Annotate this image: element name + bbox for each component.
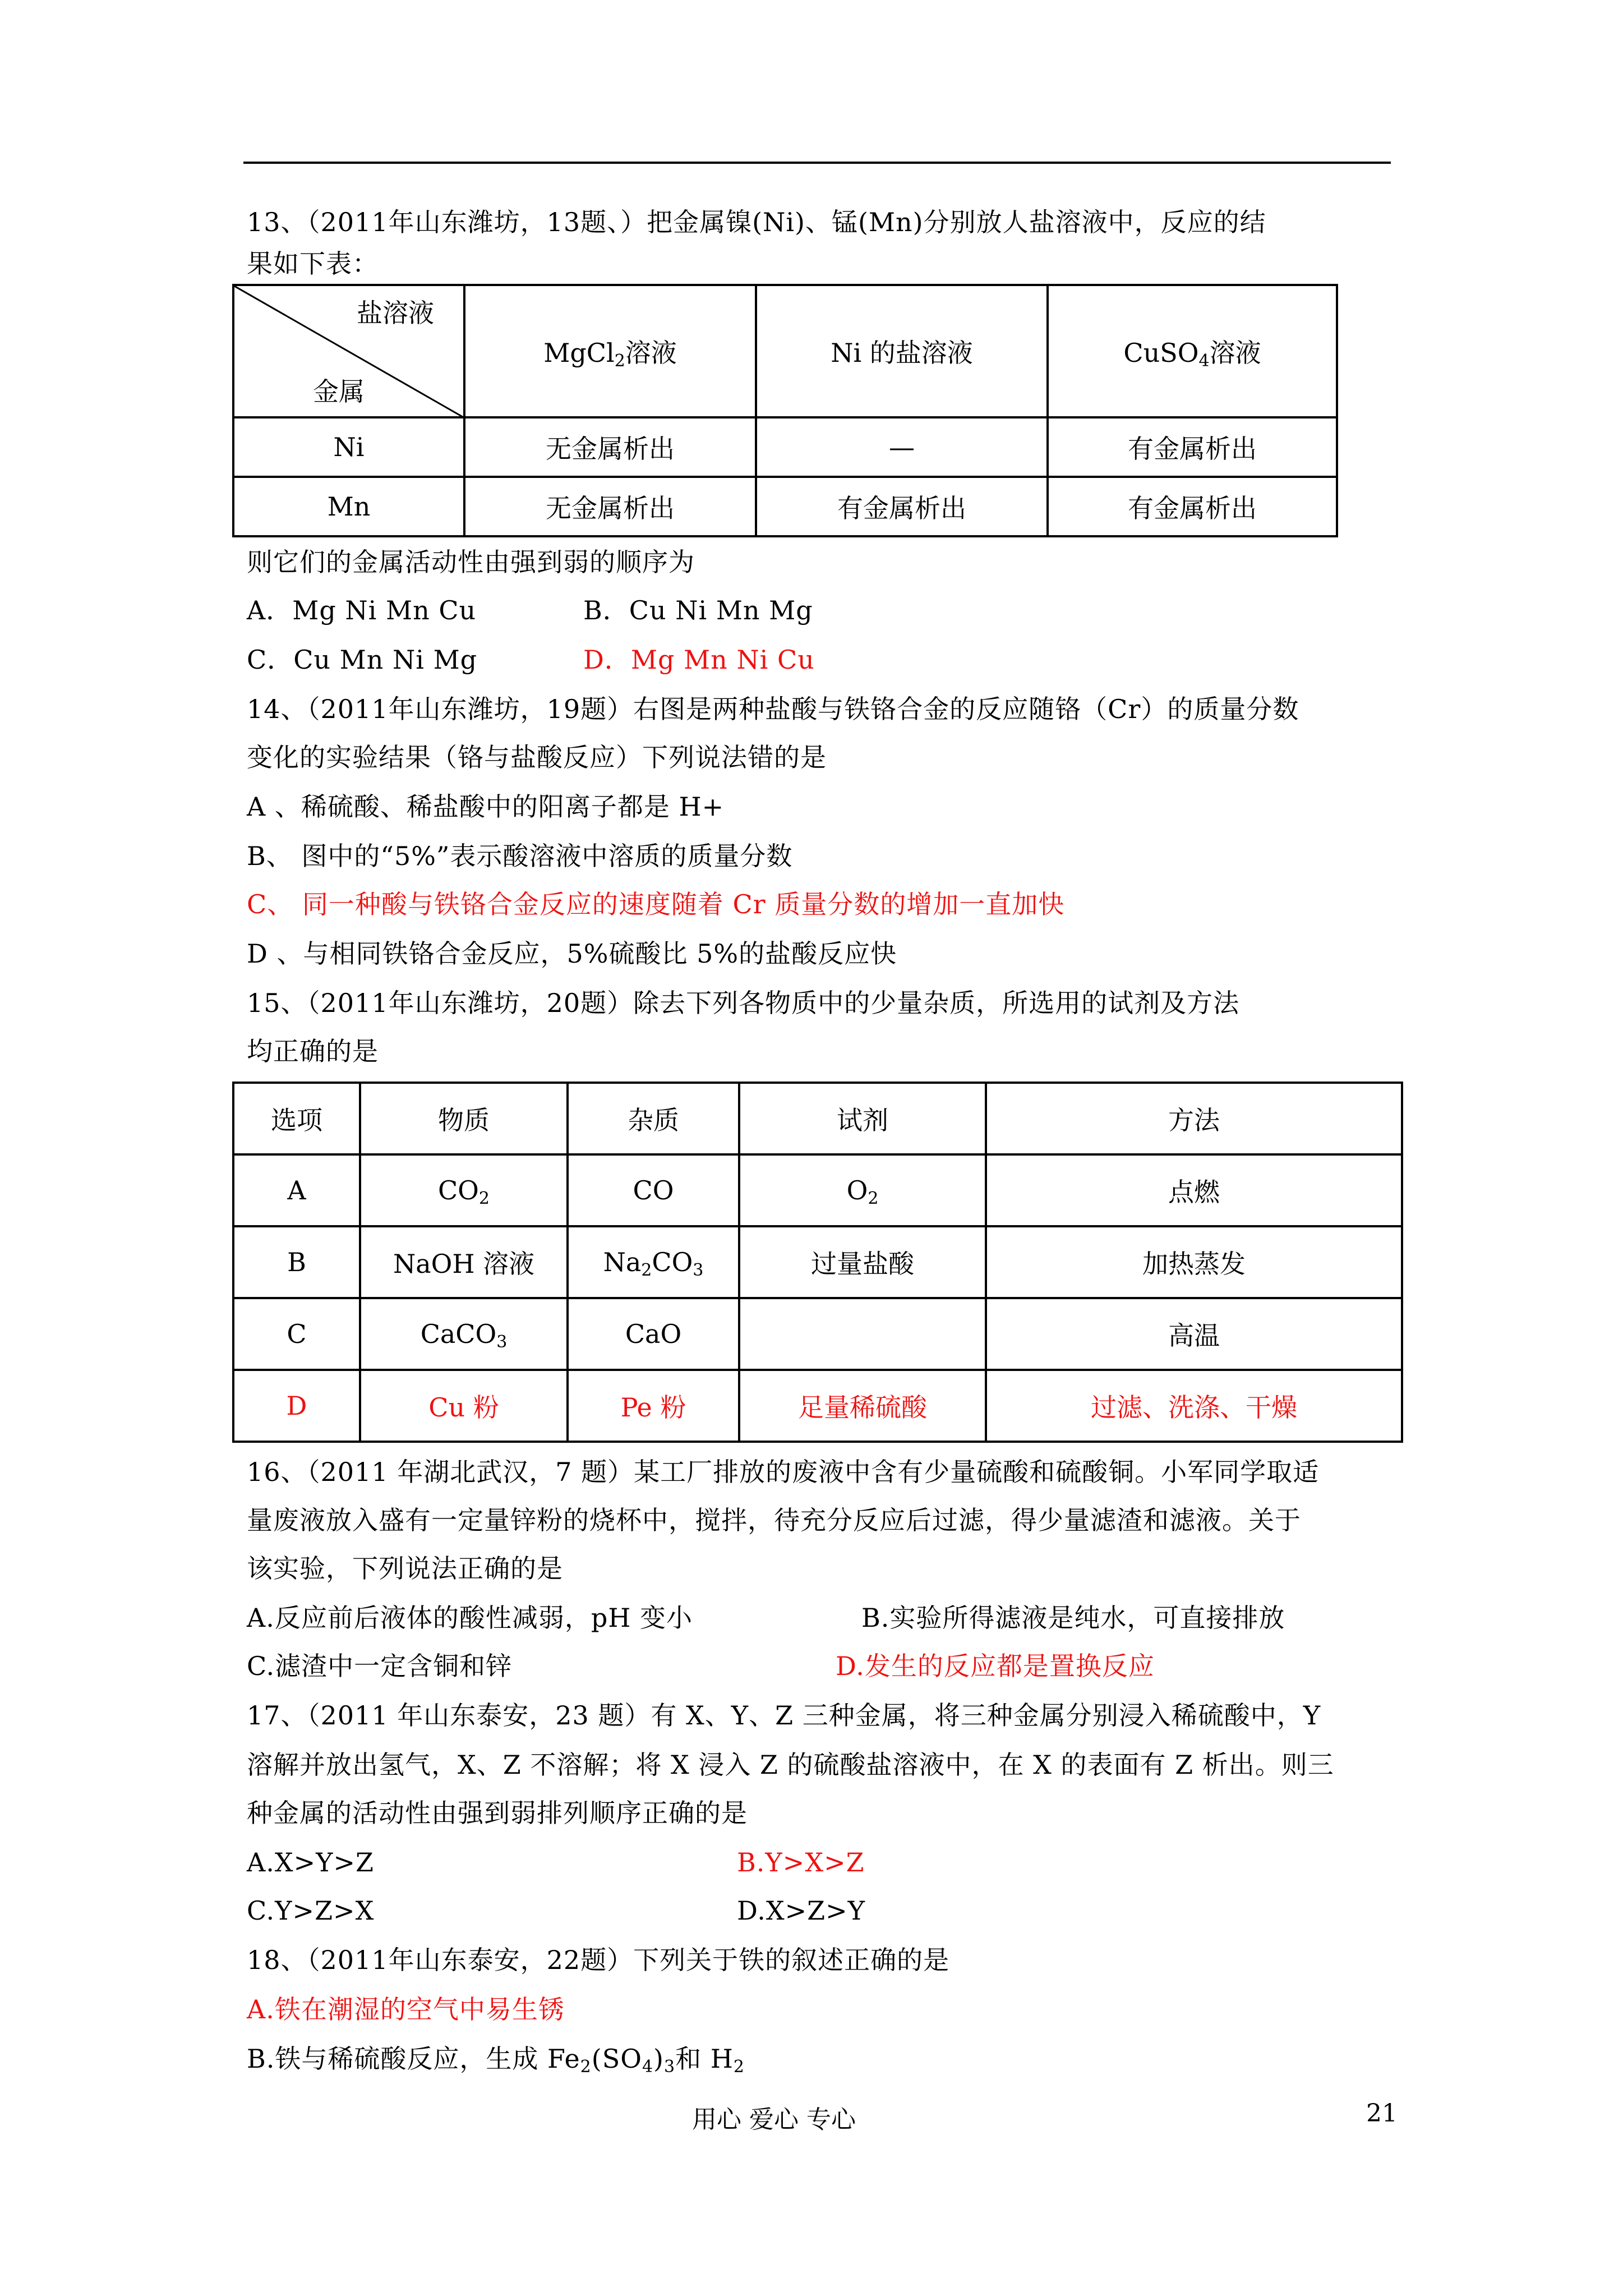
header-mgcl2: MgCl$_2$溶液 bbox=[464, 285, 756, 417]
corner-label-solution: 盐溶液 bbox=[357, 298, 434, 328]
table-cell: 无金属析出 bbox=[464, 477, 756, 536]
q16-line2: 量废液放入盛有一定量锌粉的烧杯中，搅拌，待充分反应后过滤，得少量滤渣和滤液。关于 bbox=[247, 1505, 1301, 1535]
q18-line1: 18、（2011年山东泰安，22题）下列关于铁的叙述正确的是 bbox=[247, 1945, 950, 1975]
q17-option-d: D.X>Z>Y bbox=[737, 1895, 866, 1926]
table-row-answer bbox=[233, 1370, 1402, 1442]
q14-option-a: A 、稀硫酸、稀盐酸中的阳离子都是 H+ bbox=[247, 792, 725, 822]
table-cell: $Na_2CO_3$ bbox=[568, 1226, 739, 1298]
q14-line2: 变化的实验结果（铬与盐酸反应）下列说法错的是 bbox=[247, 742, 827, 772]
table-cell: 加热蒸发 bbox=[986, 1226, 1402, 1298]
table-corner-cell bbox=[233, 285, 464, 417]
header-option: 选项 bbox=[233, 1083, 360, 1154]
q13-option-b: B．Cu Ni Mn Mg bbox=[583, 595, 813, 625]
impurity-removal-table bbox=[232, 1082, 1403, 1443]
table-row bbox=[233, 1154, 1402, 1226]
table-cell: $O_2$ bbox=[739, 1154, 986, 1226]
q16-option-b: B.实验所得滤液是纯水，可直接排放 bbox=[861, 1603, 1285, 1633]
q17-line3: 种金属的活动性由强到弱排列顺序正确的是 bbox=[247, 1798, 748, 1828]
table-cell: 有金属析出 bbox=[1048, 417, 1337, 477]
table-row bbox=[233, 1226, 1402, 1298]
q14-option-d: D 、与相同铁铬合金反应，5%硫酸比 5%的盐酸反应快 bbox=[247, 938, 897, 969]
header-impurity: 杂质 bbox=[568, 1083, 739, 1154]
table-cell: $CO_2$ bbox=[360, 1154, 568, 1226]
footer-motto: 用心 爱心 专心 bbox=[692, 2105, 856, 2134]
metal-reaction-table bbox=[232, 284, 1338, 537]
q18-option-b: B.铁与稀硫酸反应，生成 $Fe_2(SO_4)_3$和 $H_2$ bbox=[247, 2044, 745, 2077]
header-rule bbox=[243, 162, 1391, 164]
row-metal: Ni bbox=[233, 417, 464, 477]
table-cell: C bbox=[233, 1298, 360, 1370]
q18-option-a-answer: A.铁在潮湿的空气中易生锈 bbox=[247, 1994, 565, 2024]
table-cell: — bbox=[756, 417, 1048, 477]
table-cell: CaCO$_3$ bbox=[360, 1298, 568, 1370]
table-cell: 无金属析出 bbox=[464, 417, 756, 477]
table-cell: NaOH 溶液 bbox=[360, 1226, 568, 1298]
header-substance: 物质 bbox=[360, 1083, 568, 1154]
q17-option-c: C.Y>Z>X bbox=[247, 1895, 375, 1926]
table-cell: CO bbox=[568, 1154, 739, 1226]
table-cell: Cu 粉 bbox=[360, 1370, 568, 1442]
header-reagent: 试剂 bbox=[739, 1083, 986, 1154]
table-cell: 点燃 bbox=[986, 1154, 1402, 1226]
q17-line1: 17、（2011 年山东泰安，23 题）有 X、Y、Z 三种金属，将三种金属分别浸入稀硫酸中，Y bbox=[247, 1700, 1321, 1731]
header-cuso4: CuSO$_4$溶液 bbox=[1048, 285, 1337, 417]
q15-line1: 15、（2011年山东潍坊，20题）除去下列各物质中的少量杂质，所选用的试剂及方法 bbox=[247, 988, 1240, 1018]
table-header-row bbox=[233, 285, 1337, 417]
header-method: 方法 bbox=[986, 1083, 1402, 1154]
table-cell: 有金属析出 bbox=[1048, 477, 1337, 536]
table-cell: 足量稀硫酸 bbox=[739, 1370, 986, 1442]
q16-option-c: C.滤渣中一定含铜和锌 bbox=[247, 1651, 513, 1681]
corner-label-metal: 金属 bbox=[313, 376, 365, 407]
q13-line1: 13、（2011年山东潍坊，13题、）把金属镍(Ni)、锰(Mn)分别放人盐溶液中，反应的结 bbox=[247, 207, 1266, 237]
q16-option-a: A.反应前后液体的酸性减弱，pH 变小 bbox=[247, 1603, 693, 1633]
table-cell: 过量盐酸 bbox=[739, 1226, 986, 1298]
q13-option-c: C．Cu Mn Ni Mg bbox=[247, 645, 478, 675]
table-row bbox=[233, 417, 1337, 477]
table-cell: Pe 粉 bbox=[568, 1370, 739, 1442]
q17-option-b-answer: B.Y>X>Z bbox=[737, 1847, 865, 1878]
q16-line1: 16、（2011 年湖北武汉，7 题）某工厂排放的废液中含有少量硫酸和硫酸铜。小军同学取适 bbox=[247, 1457, 1320, 1487]
table-cell: B bbox=[233, 1226, 360, 1298]
table-row bbox=[233, 477, 1337, 536]
q16-line3: 该实验，下列说法正确的是 bbox=[247, 1553, 563, 1584]
table-cell: CaO bbox=[568, 1298, 739, 1370]
q14-line1: 14、（2011年山东潍坊，19题）右图是两种盐酸与铁铬合金的反应随铬（Cr）的质量分数 bbox=[247, 694, 1299, 724]
table-cell bbox=[739, 1298, 986, 1370]
row-metal: Mn bbox=[233, 477, 464, 536]
table-cell: A bbox=[233, 1154, 360, 1226]
table-header-row bbox=[233, 1083, 1402, 1154]
q16-option-d-answer: D.发生的反应都是置换反应 bbox=[836, 1651, 1155, 1681]
table-cell: D bbox=[233, 1370, 360, 1442]
q13-option-a: A．Mg Ni Mn Cu bbox=[247, 595, 477, 625]
q17-line2: 溶解并放出氢气，X、Z 不溶解；将 X 浸入 Z 的硫酸盐溶液中，在 X 的表面有 Z 析出。则三 bbox=[247, 1750, 1334, 1780]
q13-question: 则它们的金属活动性由强到弱的顺序为 bbox=[247, 547, 695, 577]
table-row bbox=[233, 1298, 1402, 1370]
table-cell: 过滤、洗涤、干燥 bbox=[986, 1370, 1402, 1442]
q14-option-c-answer: C、 同一种酸与铁铬合金反应的速度随着 Cr 质量分数的增加一直加快 bbox=[247, 889, 1065, 919]
page-number: 21 bbox=[1366, 2099, 1398, 2128]
q14-option-b: B、 图中的“5%”表示酸溶液中溶质的质量分数 bbox=[247, 841, 793, 871]
table-cell: 有金属析出 bbox=[756, 477, 1048, 536]
table-cell: 高温 bbox=[986, 1298, 1402, 1370]
q15-line2: 均正确的是 bbox=[247, 1036, 379, 1066]
q17-option-a: A.X>Y>Z bbox=[247, 1847, 375, 1878]
q13-option-d-answer: D．Mg Mn Ni Cu bbox=[583, 645, 815, 675]
header-ni-salt: Ni 的盐溶液 bbox=[756, 285, 1048, 417]
q13-line2: 果如下表： bbox=[247, 249, 379, 279]
